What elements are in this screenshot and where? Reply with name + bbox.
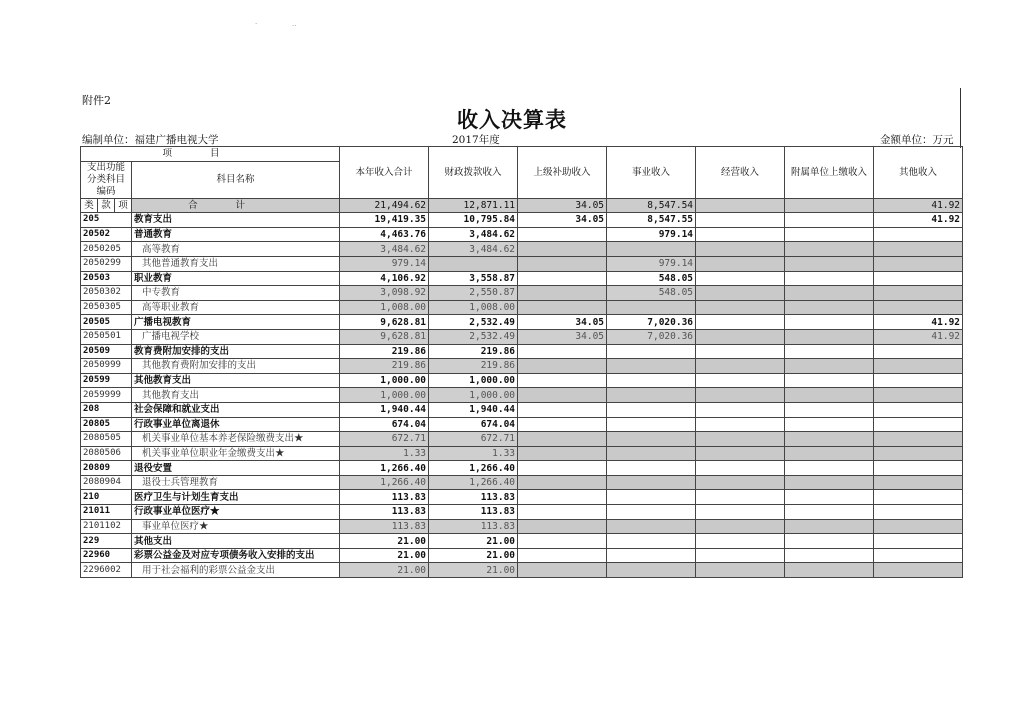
row-name: 其他教育费附加安排的支出 xyxy=(132,359,340,374)
row-value xyxy=(607,534,696,549)
row-value: 219.86 xyxy=(340,359,429,374)
row-value: 19,419.35 xyxy=(340,213,429,228)
row-value xyxy=(696,359,785,374)
row-value xyxy=(518,256,607,271)
row-value: 21.00 xyxy=(340,563,429,578)
row-value: 7,020.36 xyxy=(607,315,696,330)
row-value: 672.71 xyxy=(429,432,518,447)
row-value xyxy=(518,388,607,403)
row-code: 2050999 xyxy=(81,359,132,374)
row-value: 1,940.44 xyxy=(340,402,429,417)
row-value xyxy=(607,505,696,520)
row-value xyxy=(518,461,607,476)
row-value xyxy=(785,490,874,505)
row-value: 21.00 xyxy=(429,548,518,563)
col-header-operating: 经营收入 xyxy=(696,147,785,199)
row-code: 205 xyxy=(81,213,132,228)
row-name: 机关事业单位基本养老保险缴费支出★ xyxy=(132,432,340,447)
row-value xyxy=(696,417,785,432)
row-value: 21.00 xyxy=(340,534,429,549)
row-value xyxy=(696,461,785,476)
scan-speck: ·· xyxy=(292,22,297,30)
row-value: 1,008.00 xyxy=(340,300,429,315)
table-row xyxy=(81,315,963,330)
row-value: 219.86 xyxy=(429,359,518,374)
row-name: 医疗卫生与计划生育支出 xyxy=(132,490,340,505)
row-name: 高等职业教育 xyxy=(132,300,340,315)
row-value: 4,463.76 xyxy=(340,227,429,242)
row-value xyxy=(874,490,963,505)
row-name: 教育支出 xyxy=(132,213,340,228)
row-value xyxy=(874,344,963,359)
row-value xyxy=(785,432,874,447)
row-value: 548.05 xyxy=(607,271,696,286)
row-value xyxy=(696,286,785,301)
row-value: 1,000.00 xyxy=(340,373,429,388)
row-value: 2,550.87 xyxy=(429,286,518,301)
row-value xyxy=(518,490,607,505)
row-code: 2080904 xyxy=(81,475,132,490)
row-code: 20509 xyxy=(81,344,132,359)
row-value xyxy=(518,548,607,563)
row-value xyxy=(874,242,963,257)
row-value xyxy=(518,373,607,388)
table-row xyxy=(81,329,963,344)
table-row xyxy=(81,563,963,578)
cat-item-label: 项 xyxy=(115,198,132,213)
table-row xyxy=(81,417,963,432)
row-value xyxy=(696,242,785,257)
row-value: 3,558.87 xyxy=(429,271,518,286)
row-value xyxy=(518,505,607,520)
row-value xyxy=(785,548,874,563)
row-code: 22960 xyxy=(81,548,132,563)
col-header-other: 其他收入 xyxy=(874,147,963,199)
row-value: 8,547.55 xyxy=(607,213,696,228)
row-value xyxy=(607,402,696,417)
row-code: 20505 xyxy=(81,315,132,330)
row-value xyxy=(607,344,696,359)
row-value xyxy=(607,242,696,257)
row-value xyxy=(607,490,696,505)
total-cell xyxy=(785,198,874,213)
row-name: 行政事业单位离退休 xyxy=(132,417,340,432)
total-row xyxy=(81,198,963,213)
row-value xyxy=(785,417,874,432)
fiscal-year: 2017年度 xyxy=(452,134,500,146)
row-value: 9,628.81 xyxy=(340,329,429,344)
row-value: 1.33 xyxy=(340,446,429,461)
row-value xyxy=(696,475,785,490)
row-code: 20502 xyxy=(81,227,132,242)
row-value: 113.83 xyxy=(429,519,518,534)
col-header-business: 事业收入 xyxy=(607,147,696,199)
row-value xyxy=(785,563,874,578)
row-value xyxy=(874,461,963,476)
row-code: 2101102 xyxy=(81,519,132,534)
row-name: 事业单位医疗★ xyxy=(132,519,340,534)
row-value xyxy=(874,256,963,271)
row-value xyxy=(785,373,874,388)
row-value xyxy=(785,227,874,242)
total-cell xyxy=(696,198,785,213)
row-name: 彩票公益金及对应专项债务收入安排的支出 xyxy=(132,548,340,563)
row-value xyxy=(696,388,785,403)
row-name: 退役士兵管理教育 xyxy=(132,475,340,490)
cat-section-label: 款 xyxy=(98,198,115,213)
row-value xyxy=(696,432,785,447)
row-value: 41.92 xyxy=(874,315,963,330)
row-code: 20599 xyxy=(81,373,132,388)
table-row xyxy=(81,286,963,301)
attachment-label: 附件2 xyxy=(82,94,111,107)
row-code: 2080506 xyxy=(81,446,132,461)
row-value xyxy=(607,475,696,490)
row-value xyxy=(785,359,874,374)
row-value xyxy=(785,461,874,476)
total-cell: 12,871.11 xyxy=(429,198,518,213)
row-code: 210 xyxy=(81,490,132,505)
total-cell: 21,494.62 xyxy=(340,198,429,213)
row-name: 机关事业单位职业年金缴费支出★ xyxy=(132,446,340,461)
row-value xyxy=(696,373,785,388)
row-value: 34.05 xyxy=(518,213,607,228)
row-value xyxy=(607,461,696,476)
row-value xyxy=(607,548,696,563)
row-value xyxy=(696,329,785,344)
org-label: 编制单位：福建广播电视大学 xyxy=(82,134,219,146)
row-code: 229 xyxy=(81,534,132,549)
row-name: 广播电视教育 xyxy=(132,315,340,330)
row-value xyxy=(518,344,607,359)
row-value: 219.86 xyxy=(429,344,518,359)
row-code: 2059999 xyxy=(81,388,132,403)
total-cell: 8,547.54 xyxy=(607,198,696,213)
col-header-total: 本年收入合计 xyxy=(340,147,429,199)
row-name: 退役安置 xyxy=(132,461,340,476)
row-value: 3,484.62 xyxy=(429,227,518,242)
row-value xyxy=(785,519,874,534)
cat-class-label: 类 xyxy=(81,198,98,213)
row-value xyxy=(696,534,785,549)
row-value xyxy=(518,402,607,417)
row-value: 9,628.81 xyxy=(340,315,429,330)
row-value: 1,266.40 xyxy=(429,475,518,490)
row-value xyxy=(607,300,696,315)
row-value: 1,266.40 xyxy=(429,461,518,476)
table-row xyxy=(81,242,963,257)
row-value xyxy=(696,519,785,534)
table-row xyxy=(81,388,963,403)
row-value: 41.92 xyxy=(874,329,963,344)
table-row xyxy=(81,505,963,520)
table-row xyxy=(81,402,963,417)
row-value xyxy=(518,417,607,432)
row-value xyxy=(696,548,785,563)
row-value xyxy=(607,446,696,461)
table-row xyxy=(81,213,963,228)
row-code: 2050305 xyxy=(81,300,132,315)
row-value: 1,008.00 xyxy=(429,300,518,315)
table-row xyxy=(81,432,963,447)
row-value xyxy=(874,519,963,534)
row-value: 219.86 xyxy=(340,344,429,359)
row-code: 2050299 xyxy=(81,256,132,271)
row-value: 674.04 xyxy=(429,417,518,432)
document-title: 收入决算表 xyxy=(457,108,567,132)
row-code: 2050501 xyxy=(81,329,132,344)
row-value xyxy=(518,359,607,374)
total-label: 合计 xyxy=(132,198,340,213)
row-value xyxy=(607,388,696,403)
row-name: 中专教育 xyxy=(132,286,340,301)
row-value xyxy=(607,519,696,534)
row-value xyxy=(607,563,696,578)
row-value xyxy=(874,417,963,432)
row-value xyxy=(607,417,696,432)
row-value: 1,000.00 xyxy=(429,373,518,388)
row-value xyxy=(607,432,696,447)
row-value xyxy=(429,256,518,271)
table-row xyxy=(81,271,963,286)
row-code: 2296002 xyxy=(81,563,132,578)
row-value: 2,532.49 xyxy=(429,315,518,330)
row-name: 职业教育 xyxy=(132,271,340,286)
col-header-fiscal: 财政拨款收入 xyxy=(429,147,518,199)
row-value: 10,795.84 xyxy=(429,213,518,228)
row-value xyxy=(518,432,607,447)
row-value xyxy=(518,475,607,490)
row-value xyxy=(518,563,607,578)
row-value: 1,940.44 xyxy=(429,402,518,417)
row-value: 21.00 xyxy=(340,548,429,563)
row-value: 1.33 xyxy=(429,446,518,461)
table-row xyxy=(81,359,963,374)
row-value: 979.14 xyxy=(607,227,696,242)
row-value: 21.00 xyxy=(429,563,518,578)
row-value xyxy=(518,519,607,534)
row-name: 其他支出 xyxy=(132,534,340,549)
row-value: 1,266.40 xyxy=(340,475,429,490)
name-col-header: 科目名称 xyxy=(132,161,340,198)
row-value xyxy=(518,227,607,242)
row-value xyxy=(874,534,963,549)
row-code: 21011 xyxy=(81,505,132,520)
row-value: 548.05 xyxy=(607,286,696,301)
table-row xyxy=(81,256,963,271)
row-value: 979.14 xyxy=(340,256,429,271)
income-table xyxy=(80,146,963,578)
row-value xyxy=(874,300,963,315)
row-value xyxy=(696,271,785,286)
row-value xyxy=(785,344,874,359)
row-value: 1,266.40 xyxy=(340,461,429,476)
row-value: 3,484.62 xyxy=(340,242,429,257)
row-value xyxy=(785,388,874,403)
row-value xyxy=(785,286,874,301)
total-cell: 41.92 xyxy=(874,198,963,213)
row-value xyxy=(696,300,785,315)
table-row xyxy=(81,475,963,490)
row-name: 其他教育支出 xyxy=(132,388,340,403)
row-name: 其他普通教育支出 xyxy=(132,256,340,271)
row-value xyxy=(874,286,963,301)
row-value: 113.83 xyxy=(429,505,518,520)
row-value xyxy=(518,271,607,286)
row-value: 34.05 xyxy=(518,329,607,344)
total-cell: 34.05 xyxy=(518,198,607,213)
row-code: 20503 xyxy=(81,271,132,286)
row-value xyxy=(785,315,874,330)
table-row xyxy=(81,534,963,549)
row-value xyxy=(785,300,874,315)
table-row xyxy=(81,519,963,534)
row-name: 用于社会福利的彩票公益金支出 xyxy=(132,563,340,578)
row-value xyxy=(696,227,785,242)
scan-speck: · xyxy=(255,20,258,28)
col-header-superior: 上级补助收入 xyxy=(518,147,607,199)
row-value xyxy=(696,344,785,359)
row-value xyxy=(874,446,963,461)
row-code: 20805 xyxy=(81,417,132,432)
row-value: 41.92 xyxy=(874,213,963,228)
table-row xyxy=(81,300,963,315)
row-value: 34.05 xyxy=(518,315,607,330)
row-value xyxy=(874,475,963,490)
row-code: 20809 xyxy=(81,461,132,476)
row-value: 2,532.49 xyxy=(429,329,518,344)
row-value: 672.71 xyxy=(340,432,429,447)
row-code: 2050205 xyxy=(81,242,132,257)
row-value: 113.83 xyxy=(340,505,429,520)
row-value xyxy=(696,490,785,505)
header-row-item xyxy=(81,147,963,162)
row-value xyxy=(696,256,785,271)
row-value xyxy=(785,402,874,417)
row-value xyxy=(696,402,785,417)
row-value xyxy=(874,271,963,286)
row-value: 113.83 xyxy=(340,519,429,534)
row-value xyxy=(874,373,963,388)
row-value xyxy=(696,505,785,520)
row-value xyxy=(874,505,963,520)
table-row xyxy=(81,373,963,388)
row-value xyxy=(874,402,963,417)
table-row xyxy=(81,490,963,505)
row-name: 社会保障和就业支出 xyxy=(132,402,340,417)
row-value xyxy=(785,242,874,257)
row-value xyxy=(785,271,874,286)
row-value xyxy=(518,446,607,461)
row-value: 1,000.00 xyxy=(429,388,518,403)
row-name: 其他教育支出 xyxy=(132,373,340,388)
row-value: 21.00 xyxy=(429,534,518,549)
row-value: 1,000.00 xyxy=(340,388,429,403)
row-value xyxy=(785,256,874,271)
row-value xyxy=(785,534,874,549)
row-value: 674.04 xyxy=(340,417,429,432)
table-row xyxy=(81,227,963,242)
row-value: 4,106.92 xyxy=(340,271,429,286)
table-row xyxy=(81,548,963,563)
row-name: 广播电视学校 xyxy=(132,329,340,344)
row-value xyxy=(874,432,963,447)
row-name: 普通教育 xyxy=(132,227,340,242)
row-value xyxy=(874,359,963,374)
row-value: 7,020.36 xyxy=(607,329,696,344)
row-value xyxy=(696,315,785,330)
row-value xyxy=(518,242,607,257)
row-value: 3,484.62 xyxy=(429,242,518,257)
row-value xyxy=(874,563,963,578)
row-value xyxy=(785,446,874,461)
row-name: 教育费附加安排的支出 xyxy=(132,344,340,359)
row-value xyxy=(696,213,785,228)
row-value xyxy=(785,213,874,228)
row-value xyxy=(607,359,696,374)
row-value: 113.83 xyxy=(429,490,518,505)
row-name: 行政事业单位医疗★ xyxy=(132,505,340,520)
table-row xyxy=(81,461,963,476)
row-code: 2050302 xyxy=(81,286,132,301)
row-value xyxy=(696,563,785,578)
row-code: 208 xyxy=(81,402,132,417)
row-value: 113.83 xyxy=(340,490,429,505)
code-col-header: 支出功能分类科目编码 xyxy=(81,161,132,198)
row-value xyxy=(518,286,607,301)
row-value xyxy=(874,227,963,242)
row-value xyxy=(874,388,963,403)
row-value xyxy=(874,548,963,563)
row-value xyxy=(518,300,607,315)
row-value: 979.14 xyxy=(607,256,696,271)
unit-label: 金额单位：万元 xyxy=(880,134,954,146)
item-header: 项目 xyxy=(81,147,340,162)
row-value xyxy=(785,329,874,344)
table-row xyxy=(81,446,963,461)
row-name: 高等教育 xyxy=(132,242,340,257)
row-value: 3,098.92 xyxy=(340,286,429,301)
col-header-affiliate: 附属单位上缴收入 xyxy=(785,147,874,199)
row-value xyxy=(518,534,607,549)
row-code: 2080505 xyxy=(81,432,132,447)
row-value xyxy=(607,373,696,388)
table-row xyxy=(81,344,963,359)
row-value xyxy=(785,475,874,490)
row-value xyxy=(696,446,785,461)
row-value xyxy=(785,505,874,520)
